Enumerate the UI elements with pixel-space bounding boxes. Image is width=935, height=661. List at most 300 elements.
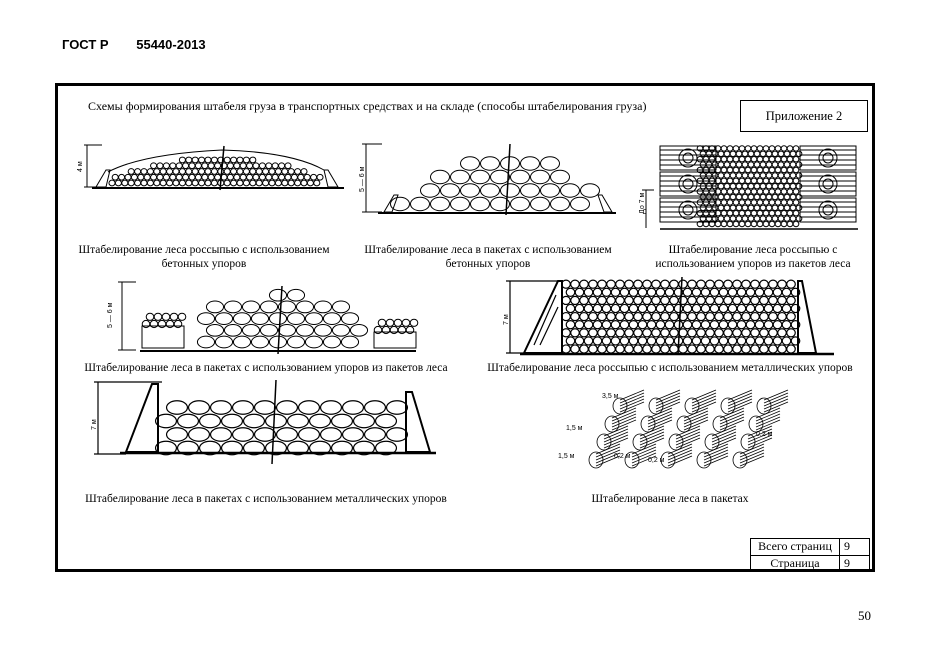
log [683, 337, 692, 345]
log [611, 288, 620, 296]
log [781, 221, 787, 226]
log [244, 414, 265, 428]
log [231, 180, 237, 186]
log [310, 414, 331, 428]
log [189, 401, 210, 415]
log [173, 180, 179, 186]
log [237, 169, 243, 175]
packet-line [764, 399, 788, 409]
log [730, 173, 736, 178]
log [656, 304, 665, 312]
packet-line [712, 438, 736, 448]
log [754, 205, 760, 210]
log [742, 216, 748, 221]
log [787, 167, 793, 172]
log [701, 288, 710, 296]
log [787, 178, 793, 183]
packet-line [764, 396, 788, 406]
log [211, 428, 232, 442]
log [790, 194, 796, 199]
log [382, 326, 390, 333]
log [234, 163, 240, 169]
log [602, 288, 611, 296]
log [233, 428, 254, 442]
log [727, 221, 733, 226]
log [751, 211, 757, 216]
log [163, 163, 169, 169]
log [775, 167, 781, 172]
log [733, 329, 742, 337]
log [195, 163, 201, 169]
log [719, 304, 728, 312]
log [712, 194, 718, 199]
log [541, 184, 560, 198]
log [593, 288, 602, 296]
log [173, 169, 179, 175]
log [724, 151, 730, 156]
log [718, 205, 724, 210]
log [584, 337, 593, 345]
caption-packets-concrete: Штабелирование леса в пакетах с использованием бетонных упоров [364, 244, 612, 270]
log [775, 146, 781, 151]
log [697, 280, 706, 288]
log [706, 296, 715, 304]
log [727, 200, 733, 205]
log [712, 151, 718, 156]
log [697, 189, 703, 194]
log [775, 178, 781, 183]
log [131, 174, 137, 180]
log [288, 169, 294, 175]
log [634, 296, 643, 304]
log [183, 174, 189, 180]
packet-line [764, 390, 788, 400]
log [724, 194, 730, 199]
log [598, 280, 607, 288]
log [701, 337, 710, 345]
log [620, 337, 629, 345]
log [778, 313, 787, 321]
log [736, 162, 742, 167]
log [208, 174, 214, 180]
packet-line [604, 435, 628, 445]
log [269, 289, 286, 301]
log [748, 216, 754, 221]
log [796, 205, 802, 210]
log [215, 336, 232, 348]
packet-line [728, 399, 752, 409]
log [647, 304, 656, 312]
log [710, 304, 719, 312]
log [584, 304, 593, 312]
log [721, 178, 727, 183]
log [787, 211, 793, 216]
log [772, 173, 778, 178]
log [260, 324, 277, 336]
log [128, 169, 134, 175]
log [233, 401, 254, 415]
log [233, 313, 250, 325]
log [724, 313, 733, 321]
log [251, 313, 268, 325]
log [566, 321, 575, 329]
log [285, 174, 291, 180]
log [710, 288, 719, 296]
log [742, 184, 748, 189]
log [208, 163, 214, 169]
log [593, 321, 602, 329]
log [721, 200, 727, 205]
log [736, 184, 742, 189]
log [215, 174, 221, 180]
log [263, 180, 269, 186]
log [748, 162, 754, 167]
log [341, 313, 358, 325]
log [700, 205, 706, 210]
packet-line [656, 390, 680, 400]
log [186, 169, 192, 175]
log [733, 200, 739, 205]
log [781, 211, 787, 216]
log [251, 336, 268, 348]
log [598, 313, 607, 321]
log [629, 337, 638, 345]
log [250, 180, 256, 186]
packet-line [640, 432, 664, 442]
log [144, 174, 150, 180]
log [176, 163, 182, 169]
log [277, 401, 298, 415]
log [766, 205, 772, 210]
page-value: 9 [844, 556, 850, 570]
log [718, 216, 724, 221]
log [670, 313, 679, 321]
log [742, 205, 748, 210]
log [787, 280, 796, 288]
log [721, 211, 727, 216]
log [742, 151, 748, 156]
log [819, 201, 837, 219]
log [566, 337, 575, 345]
log [784, 205, 790, 210]
log [387, 401, 408, 415]
log [602, 304, 611, 312]
caption-loose-metal: Штабелирование леса россыпью с использованием металлических упоров [487, 362, 853, 374]
log [721, 221, 727, 226]
log [665, 304, 674, 312]
log [733, 280, 742, 288]
log [625, 329, 634, 337]
log [739, 178, 745, 183]
log [311, 174, 317, 180]
log [819, 149, 837, 167]
packet-line [740, 453, 764, 463]
log [461, 184, 480, 198]
log [571, 296, 580, 304]
log [739, 157, 745, 162]
log [793, 178, 799, 183]
log [561, 184, 580, 198]
figure-packets-metal [86, 378, 442, 466]
log [580, 296, 589, 304]
log [703, 189, 709, 194]
log [688, 280, 697, 288]
log [255, 401, 276, 415]
log [255, 428, 276, 442]
log [179, 169, 185, 175]
log [634, 345, 643, 353]
log [402, 319, 410, 326]
log [769, 167, 775, 172]
log [421, 184, 440, 198]
log [661, 329, 670, 337]
log [787, 200, 793, 205]
page-label: Страница [751, 556, 840, 572]
log [793, 200, 799, 205]
log [531, 170, 550, 184]
log [697, 329, 706, 337]
packet-line [756, 414, 780, 424]
log [755, 304, 764, 312]
log [616, 296, 625, 304]
log [775, 221, 781, 226]
log [398, 326, 406, 333]
log [757, 157, 763, 162]
log [451, 197, 470, 211]
log [754, 162, 760, 167]
log [760, 173, 766, 178]
log [764, 337, 773, 345]
log [629, 288, 638, 296]
log [739, 221, 745, 226]
packet-line [668, 453, 692, 463]
log [737, 304, 746, 312]
log [589, 345, 598, 353]
log [279, 163, 285, 169]
log [724, 280, 733, 288]
log [692, 337, 701, 345]
log [757, 211, 763, 216]
log [730, 151, 736, 156]
log [688, 345, 697, 353]
log [299, 401, 320, 415]
log [285, 163, 291, 169]
log [295, 169, 301, 175]
log [728, 337, 737, 345]
log [652, 280, 661, 288]
log [634, 313, 643, 321]
log [170, 163, 176, 169]
log [282, 180, 288, 186]
log [784, 194, 790, 199]
dimension-label: 0,2 м [614, 453, 631, 460]
packet-line [704, 453, 728, 463]
log [323, 313, 340, 325]
log [571, 329, 580, 337]
log [793, 167, 799, 172]
log [674, 321, 683, 329]
log [332, 414, 353, 428]
log [256, 180, 262, 186]
log [288, 414, 309, 428]
log [154, 169, 160, 175]
log [661, 313, 670, 321]
log [751, 157, 757, 162]
log [575, 304, 584, 312]
log [147, 180, 153, 186]
log [634, 280, 643, 288]
log [679, 175, 697, 193]
log [205, 169, 211, 175]
log [277, 428, 298, 442]
log [754, 151, 760, 156]
log [748, 173, 754, 178]
log [643, 345, 652, 353]
packet-line [656, 402, 680, 412]
log [787, 345, 796, 353]
packet-line [728, 396, 752, 406]
log [781, 189, 787, 194]
log [151, 163, 157, 169]
log [766, 184, 772, 189]
log [787, 221, 793, 226]
log [739, 146, 745, 151]
log [683, 288, 692, 296]
log [656, 288, 665, 296]
log [751, 146, 757, 151]
log [701, 321, 710, 329]
log [575, 337, 584, 345]
log [727, 167, 733, 172]
log [199, 180, 205, 186]
log [170, 313, 178, 320]
packet-line [620, 393, 644, 403]
log [266, 163, 272, 169]
log [160, 169, 166, 175]
packet-line [704, 456, 728, 466]
packet-line [620, 396, 644, 406]
log [721, 167, 727, 172]
packet-line [756, 420, 780, 430]
log [782, 321, 791, 329]
log [745, 146, 751, 151]
log [757, 200, 763, 205]
log [661, 296, 670, 304]
log [602, 337, 611, 345]
log [782, 288, 791, 296]
log [724, 345, 733, 353]
log [670, 296, 679, 304]
log [773, 337, 782, 345]
log [769, 146, 775, 151]
log [683, 321, 692, 329]
log [511, 197, 530, 211]
log [275, 180, 281, 186]
log [298, 174, 304, 180]
log [616, 280, 625, 288]
log [766, 173, 772, 178]
log [755, 337, 764, 345]
log [167, 180, 173, 186]
log [715, 329, 724, 337]
log [170, 174, 176, 180]
log [703, 211, 709, 216]
log [796, 173, 802, 178]
log [247, 163, 253, 169]
log [354, 414, 375, 428]
log [211, 180, 217, 186]
dimension-label: 7 м [91, 419, 98, 430]
log [215, 313, 232, 325]
log [260, 301, 277, 313]
log [272, 163, 278, 169]
packet-line [692, 396, 716, 406]
log [256, 169, 262, 175]
log [166, 320, 174, 327]
log [724, 329, 733, 337]
log [178, 313, 186, 320]
log [733, 211, 739, 216]
log [746, 321, 755, 329]
log [128, 180, 134, 186]
log [790, 151, 796, 156]
log [742, 194, 748, 199]
log [793, 157, 799, 162]
log [730, 162, 736, 167]
log [305, 313, 322, 325]
log [769, 200, 775, 205]
log [718, 184, 724, 189]
log [189, 428, 210, 442]
log [197, 313, 214, 325]
log [778, 184, 784, 189]
log [589, 296, 598, 304]
log [706, 173, 712, 178]
log [611, 321, 620, 329]
log [784, 173, 790, 178]
log [179, 157, 185, 163]
log [150, 320, 158, 327]
log [147, 169, 153, 175]
packet-line [684, 420, 708, 430]
packet-line [640, 435, 664, 445]
log [700, 151, 706, 156]
log [764, 321, 773, 329]
caption-packets-packet-stops: Штабелирование леса в пакетах с использованием упоров из пакетов леса [84, 362, 448, 374]
figure-packets-packet-stops [107, 280, 422, 356]
log [183, 163, 189, 169]
log [737, 321, 746, 329]
log [365, 428, 386, 442]
log [763, 167, 769, 172]
log [350, 324, 367, 336]
log [692, 288, 701, 296]
log [471, 170, 490, 184]
log [158, 320, 166, 327]
log [634, 329, 643, 337]
total-pages-value: 9 [844, 539, 850, 553]
log [481, 184, 500, 198]
log [778, 329, 787, 337]
log [745, 157, 751, 162]
log [178, 414, 199, 428]
log [611, 337, 620, 345]
packet-line [676, 435, 700, 445]
log [754, 216, 760, 221]
log [697, 296, 706, 304]
log [253, 163, 259, 169]
log [706, 194, 712, 199]
